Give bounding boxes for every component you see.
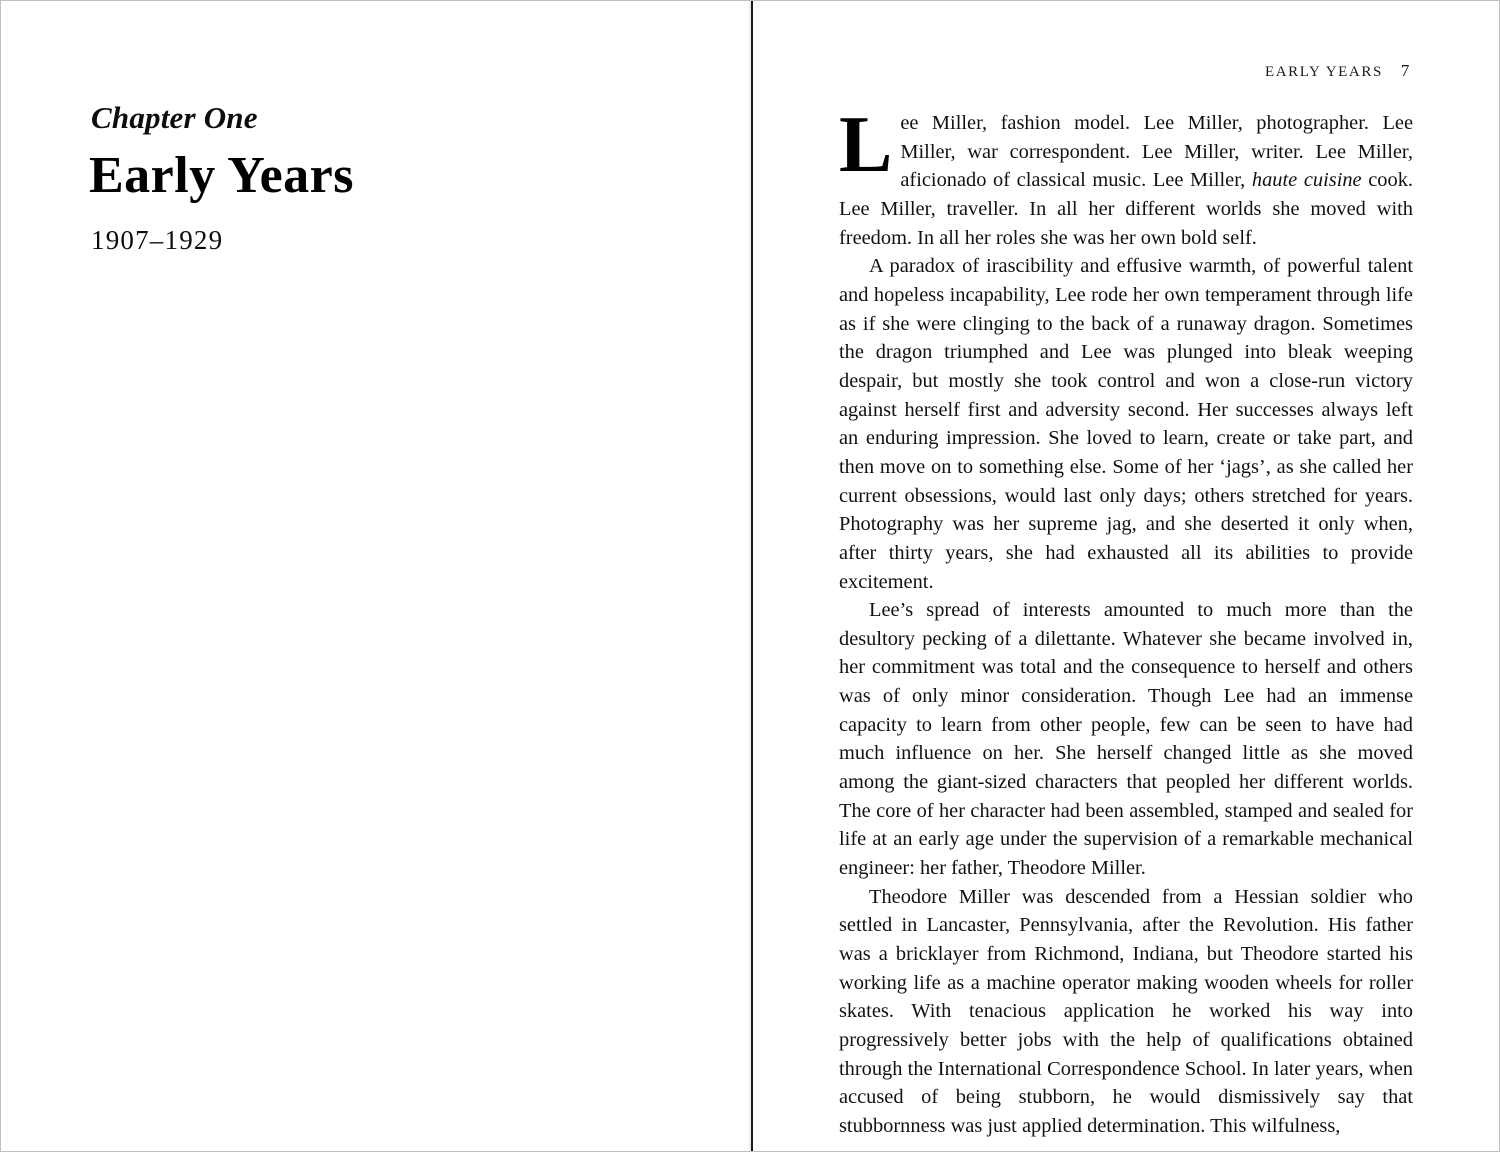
page-number: 7 bbox=[1400, 61, 1411, 80]
body-paragraph: Theodore Miller was descended from a Hessian soldier who settled in Lancaster, Pennsylvania, after the Revolution. His father was a bricklayer from Richmond, Indiana, but Theodore started his working life as a machine operator making wooden wheels for roller skates. With tenacious application he worked his way into progressively better jobs with the help of qualifications obtained through the International Correspondence School. In later years, when accused of being stubborn, he would dismissively say that stubbornness was just applied determination. This wilfulness, bbox=[839, 885, 1413, 1137]
chapter-number-label: Chapter One bbox=[91, 100, 258, 135]
running-head-title: EARLY YEARS bbox=[1264, 64, 1383, 80]
chapter-date-range: 1907–1929 bbox=[91, 224, 224, 255]
right-page bbox=[753, 1, 1500, 1152]
body-text-column bbox=[839, 101, 1413, 1141]
running-head bbox=[1265, 61, 1411, 81]
chapter-opener bbox=[89, 101, 649, 255]
body-paragraph: Lee’s spread of interests amounted to much more than the desultory pecking of a dilettante. Whatever she became involved in, her commitment was total and the consequence to herself and others was of only minor consideration. Though Lee had an immense capacity to learn from other people, few can be seen to have had much influence on her. She herself changed little as she moved among the giant-sized characters that peopled her different worlds. The core of her character had been assembled, stamped and sealed for life at an early age under the supervision of a remarkable mechanical engineer: her father, Theodore Miller. bbox=[839, 599, 1413, 880]
body-paragraph: A paradox of irascibility and effusive warmth, of powerful talent and hopeless incapability, Lee rode her own temperament through life as if she were clinging to the back of a runaway dragon. Sometimes the dragon triumphed and Lee was plunged into bleak weeping despair, but mostly she took control and won a close-run victory against herself first and adversity second. Her successes always left an enduring impression. She loved to learn, create or take part, and then move on to something else. Some of her ‘jags’, as she called her current obsessions, would last only days; others stretched for years. Photography was her supreme jag, and she deserted it only when, after thirty years, she had exhausted all its abilities to provide excitement. bbox=[839, 255, 1413, 593]
chapter-title: Early Years bbox=[89, 147, 354, 205]
left-page bbox=[1, 1, 751, 1152]
body-paragraph: Lee Miller, fashion model. Lee Miller, photographer. Lee Miller, war correspondent. Lee Miller, writer. Lee Miller, aficionado of classical music. Lee Miller, haute cuisine cook. Lee Miller, traveller. In all her different worlds she moved with freedom. In all her roles she was her own bold self. bbox=[839, 101, 1413, 249]
italic-phrase: haute cuisine bbox=[1251, 169, 1362, 192]
